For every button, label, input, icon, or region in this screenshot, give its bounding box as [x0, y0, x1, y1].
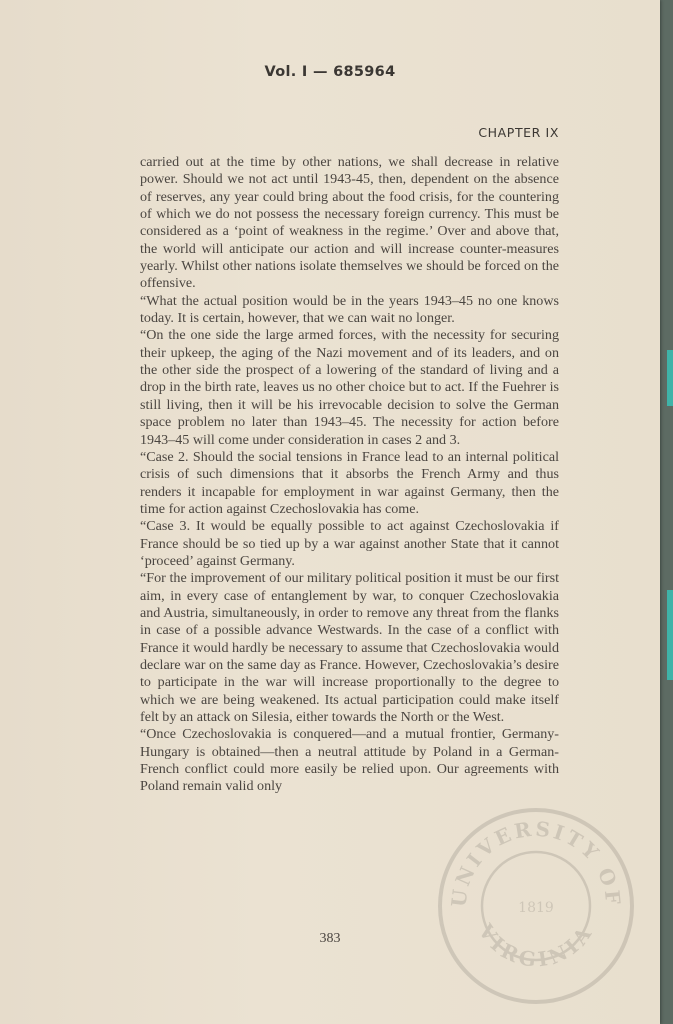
paragraph: “Case 3. It would be equally possible to act against Czechoslovakia if France should be so tied up by a war against another State that it cannot ‘proceed’ against Germany.	[140, 518, 559, 569]
paragraph: “On the one side the large armed forces, with the necessity for securing their upkeep, the aging of the Nazi movement and of its leaders, and on the other side the prospect of a lowering of the standard of living and a drop in the birth rate, leaves us no other choice but to act. If the Fuehrer is still living, then it will be his irrevocable decision to solve the German space problem no later than 1943–45. The necessity for action before 1943–45 will come under consideration in cases 2 and 3.	[140, 327, 559, 448]
paragraph: “Case 2. Should the social tensions in France lead to an internal political crisis of such dimensions that it absorbs the French Army and thus renders it incapable for employment in war against Germany, then the time for action against Czechoslovakia has come.	[140, 448, 559, 517]
page-edge-accent	[667, 590, 673, 680]
seal-top-text: UNIVERSITY OF	[446, 816, 626, 909]
svg-text:UNIVERSITY OF	[446, 817, 625, 909]
page-number: 383	[319, 931, 341, 946]
paragraph: “Once Czechoslovakia is conquered—and a mutual frontier, Germany-Hungary is obtained—then a neutral attitude by Poland in a German-French conflict could more easily be relied upon. Our agreements with Poland remain valid only	[140, 726, 559, 795]
seal-bottom-text: VIRGINIA	[473, 919, 599, 972]
chapter-heading: CHAPTER IX	[478, 125, 559, 140]
library-seal-stamp	[436, 806, 636, 1006]
svg-text:VIRGINIA	[473, 919, 598, 972]
page-edge-accent	[667, 350, 673, 406]
seal-year: 1819	[518, 900, 554, 916]
paragraph: carried out at the time by other nations, we shall decrease in relative power. Should we not act until 1943-45, then, dependent on the absence of reserves, any year could bring about the food crisis, for the countering of which we do not possess the necessary foreign currency. This must be considered as a ‘point of weakness in the regime.’ Over and above that, the world will anticipate our action and will increase counter-measures yearly. Whilst other nations isolate themselves we should be forced on the offensive.	[140, 154, 559, 292]
body-text	[140, 154, 559, 796]
volume-header: Vol. I — 685964	[264, 64, 396, 80]
paragraph: “What the actual position would be in the years 1943–45 no one knows today. It is certain, however, that we can wait no longer.	[140, 292, 559, 327]
paragraph: “For the improvement of our military political position it must be our first aim, in every case of entanglement by war, to conquer Czechoslovakia and Austria, simultaneously, in order to remove any threat from the flanks in case of a possible advance Westwards. In the case of a conflict with France it would hardly be necessary to assume that Czechoslovakia would declare war on the same day as France. However, Czechoslovakia’s desire to participate in the war will increase proportionally to the degree to which we are being weakened. Its actual participation could make itself felt by an attack on Silesia, either towards the North or the West.	[140, 570, 559, 725]
